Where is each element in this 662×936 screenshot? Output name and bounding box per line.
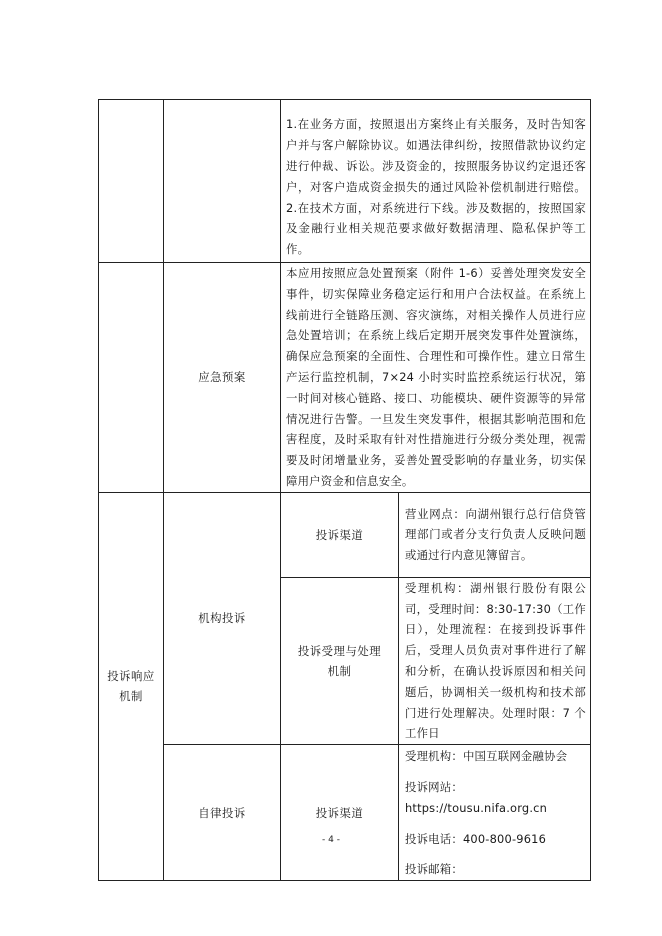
handling-mechanism-body: 受理机构：湖州银行股份有限公司，受理时间：8:30-17:30（工作日），处理流程：在接到投诉事件后，受理人员负责对事件进行了解和分析，在确认投诉原因和相关问题后，协调相关一级机构和技术部门进行处理解决。处理时限：7 个工作日 xyxy=(405,580,586,741)
top-empty-cell-2 xyxy=(164,100,281,263)
self-regulatory-channel-cell xyxy=(399,745,591,881)
exit-plan-text: 1.在业务方面，按照退出方案终止有关服务，及时告知客户并与客户解除协议。如遇法律纠纷，按照借款协议约定进行仲裁、诉讼。涉及资金的，按照服务协议约定退还客户，对客户造成资金损失的通过风险补偿机制进行赔偿。2.在技术方面，对系统进行下线。涉及数据的，按照国家及金融行业相关规范要求做好数据清理、隐私保护等工作。 xyxy=(286,117,586,257)
page-number: - 4 - xyxy=(322,835,340,845)
handling-mechanism-cell xyxy=(399,577,591,744)
self-regulatory-channel-label: 投诉渠道 xyxy=(281,745,399,881)
complaint-mechanism-label xyxy=(99,492,164,880)
institution-channel-label: 投诉渠道 xyxy=(281,492,399,577)
handling-mechanism-label xyxy=(281,577,399,744)
handling-mechanism-text: 投诉受理与处理机制 xyxy=(297,643,382,678)
institution-channel-text: 营业网点：向湖州银行总行信贷管理部门或者分支行负责人反映问题或通过行内意见簿留言。 xyxy=(405,506,586,563)
emergency-plan-text: 本应用按照应急处置预案（附件 1-6）妥善处理突发安全事件，切实保障业务稳定运行和用户合法权益。在系统上线前进行全链路压测、容灾演练，对相关操作人员进行应急处置培训；在系统上线后定期开展突发事件处置演练，确保应急预案的全面性、合理性和可操作性。建立日常生产运行监控机制，7×24 小时实时监控系统运行状况，第一时间对核心链路、接口、功能模块、硬件资源等的异常情况进行告警。一旦发生突发事件，根据其影响范围和危害程度，及时采取有针对性措施进行分级分类处理，视需要及时闭增量业务，妥善处置受影响的存量业务，切实保障用户资金和信息安全。 xyxy=(286,266,586,488)
complaint-website-label: 投诉网站： xyxy=(405,779,463,794)
self-regulatory-agency: 受理机构：中国互联网金融协会 xyxy=(405,749,568,764)
institution-channel-cell xyxy=(399,492,591,577)
emergency-plan-label: 应急预案 xyxy=(164,263,281,493)
exit-plan-cell xyxy=(281,100,591,263)
self-regulatory-complaint-label: 自律投诉 xyxy=(164,745,281,881)
complaint-email: 投诉邮箱： xyxy=(405,862,463,877)
complaint-website-url[interactable]: https://tousu.nifa.org.cn xyxy=(405,800,548,815)
complaint-phone: 投诉电话：400-800-9616 xyxy=(405,831,547,846)
institution-complaint-label: 机构投诉 xyxy=(164,492,281,744)
complaint-mechanism-text: 投诉响应机制 xyxy=(107,669,155,704)
emergency-section-empty-cell xyxy=(99,263,164,493)
top-empty-cell-1 xyxy=(99,100,164,263)
emergency-plan-cell xyxy=(281,263,591,493)
service-table xyxy=(98,99,591,881)
